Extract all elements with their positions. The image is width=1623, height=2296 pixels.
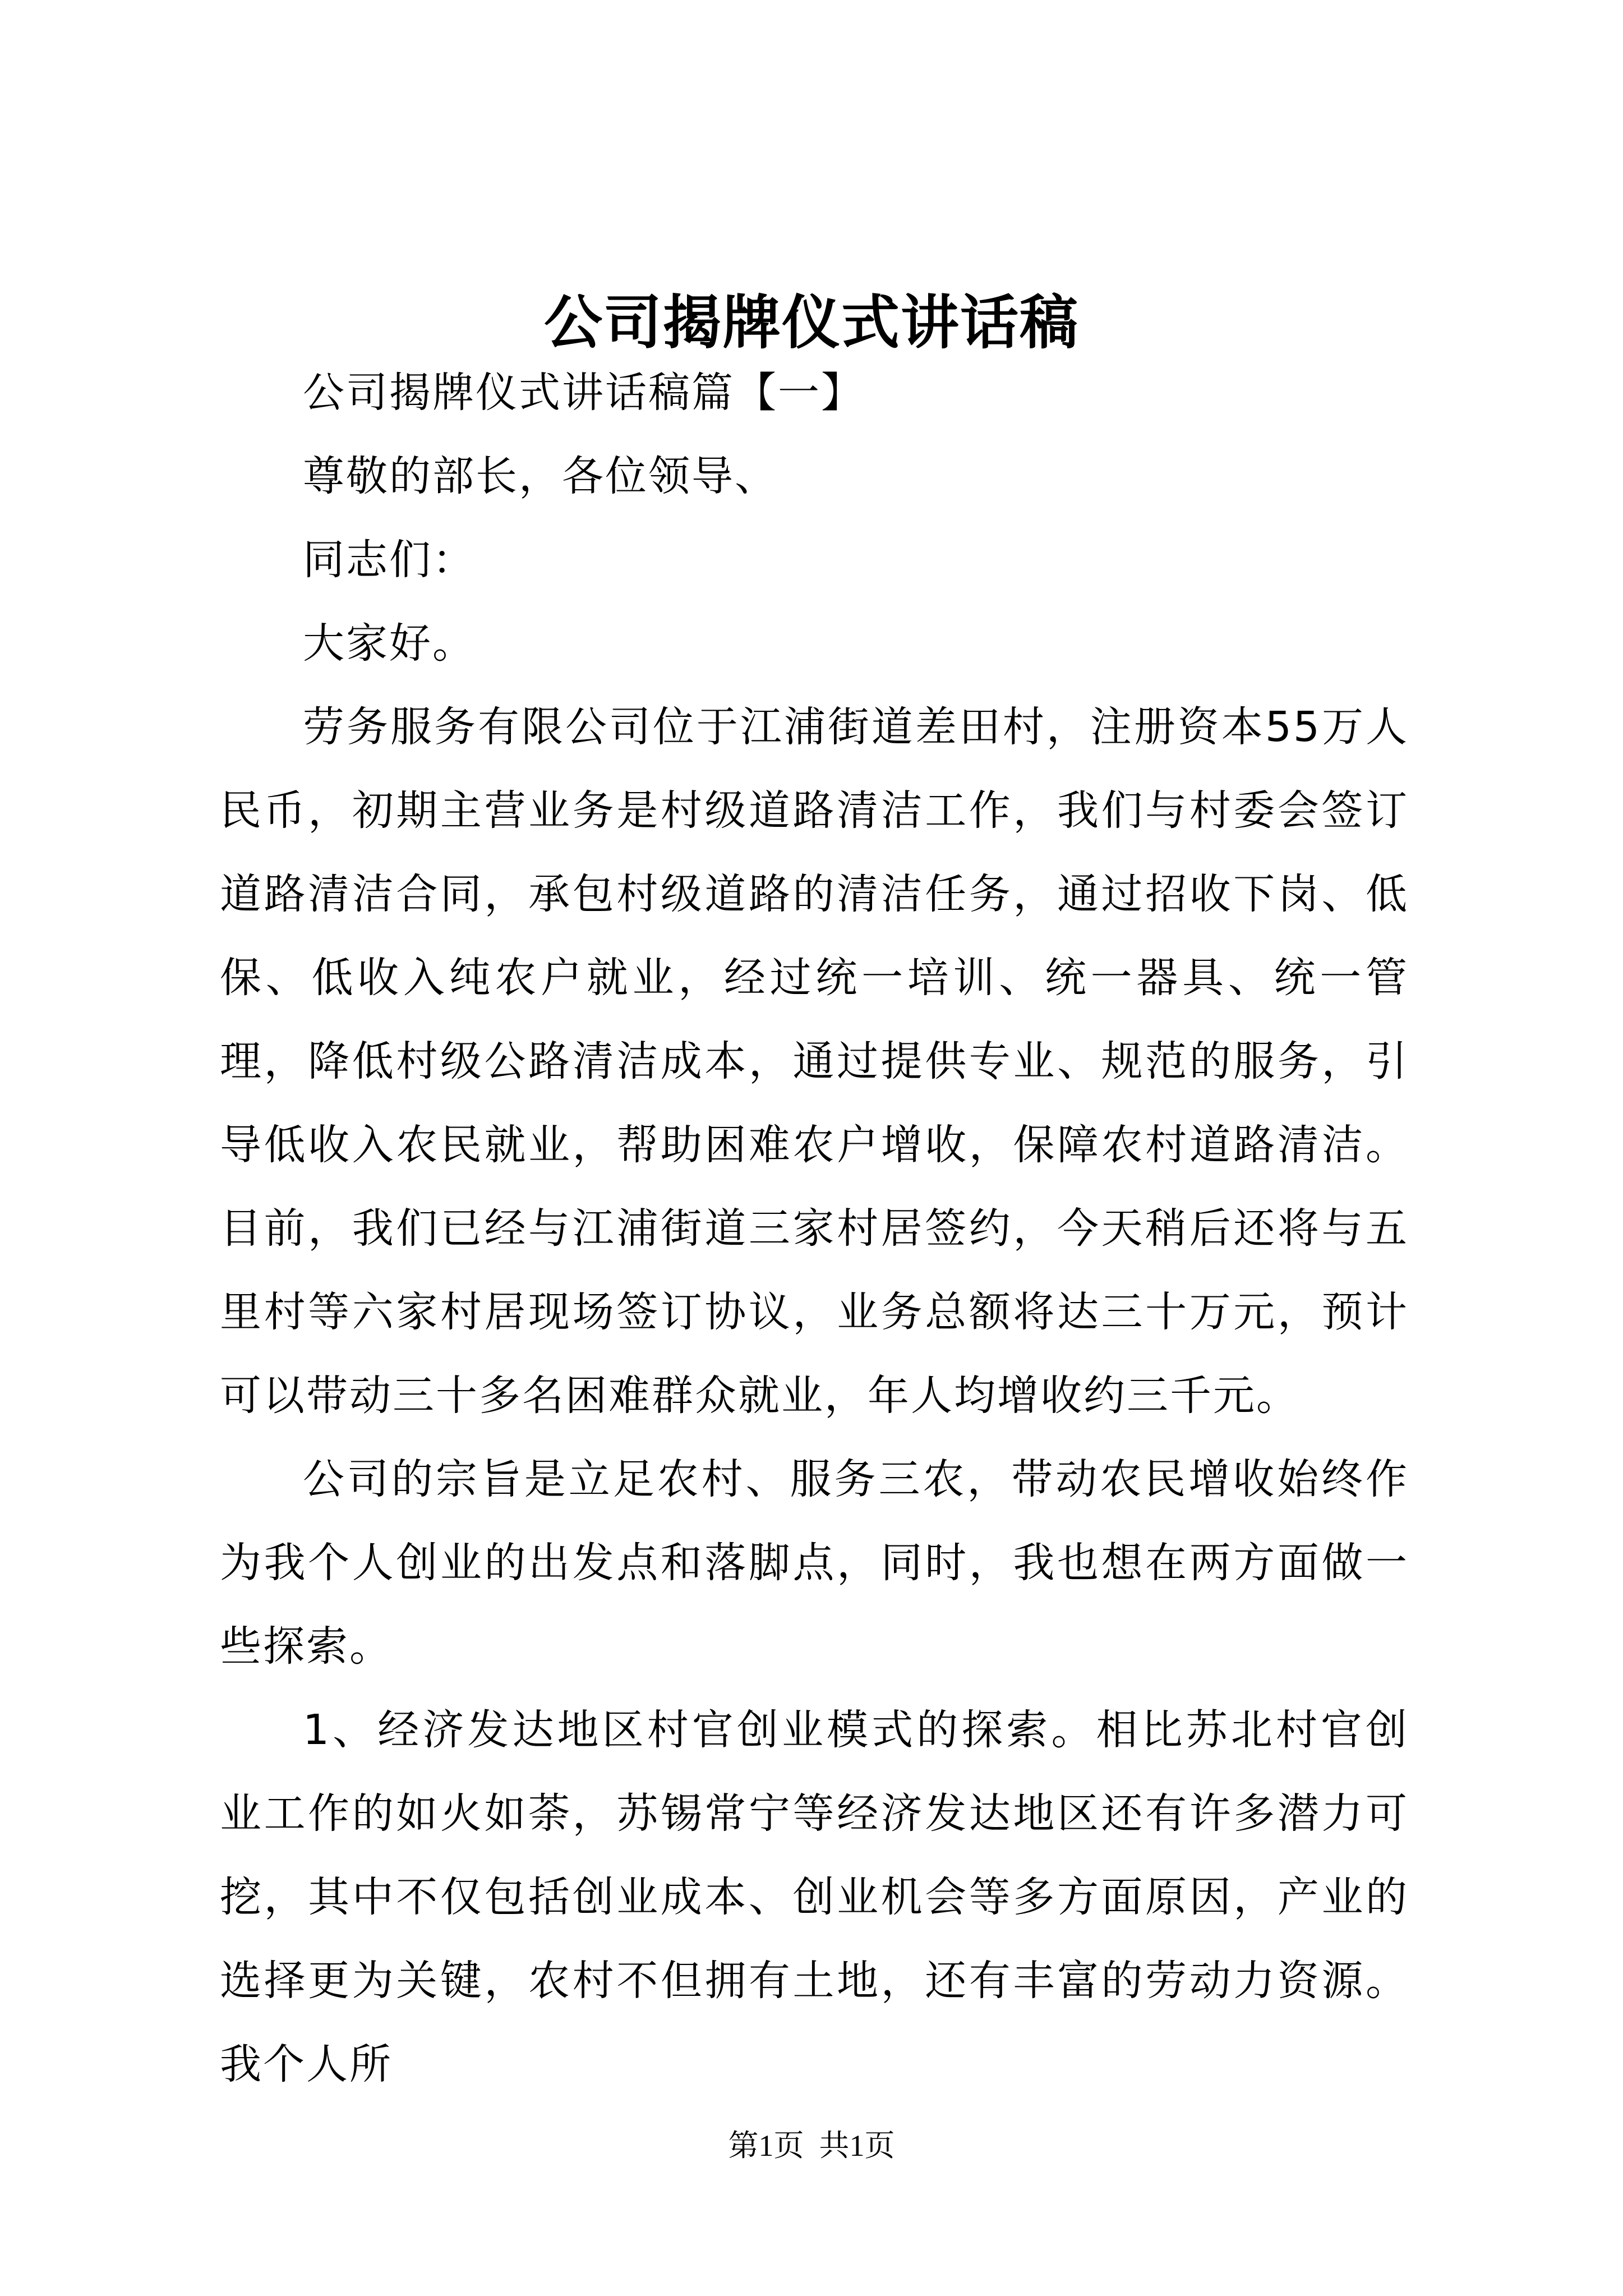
section-heading: 公司揭牌仪式讲话稿篇【一】 [303,369,864,417]
salutation-line: 尊敬的部长，各位领导、 [303,452,778,500]
salutation-line: 同志们： [303,536,476,584]
page-footer: 第1页 共1页 [728,2129,895,2162]
document-title: 公司揭牌仪式讲话稿 [543,288,1079,357]
body-paragraph: 劳务服务有限公司位于江浦街道差田村，注册资本55万人民币，初期主营业务是村级道路清洁工作，我们与村委会签订道路清洁合同，承包村级道路的清洁任务，通过招收下岗、低保、低收入纯农户就业，经过统一培训、统一器具、统一管理，降低村级公路清洁成本，通过提供专业、规范的服务，引导低收入农民就业，帮助困难农户增收，保障农村道路清洁。目前，我们已经与江浦街道三家村居签约，今天稍后还将与五里村等六家村居现场签订协议，业务总额将达三十万元，预计可以带动三十多名困难群众就业，年人均增收约三千元。 [220,703,1409,1420]
greeting-line: 大家好。 [303,619,476,668]
body-paragraph: 公司的宗旨是立足农村、服务三农，带动农民增收始终作为我个人创业的出发点和落脚点，同时，我也想在两方面做一些探索。 [220,1455,1409,1671]
document-body [220,351,1409,2106]
body-paragraph: 1、经济发达地区村官创业模式的探索。相比苏北村官创业工作的如火如荼，苏锡常宁等经济发达地区还有许多潜力可挖，其中不仅包括创业成本、创业机会等多方面原因，产业的选择更为关键，农村不但拥有土地，还有丰富的劳动力资源。我个人所 [220,1706,1409,2088]
